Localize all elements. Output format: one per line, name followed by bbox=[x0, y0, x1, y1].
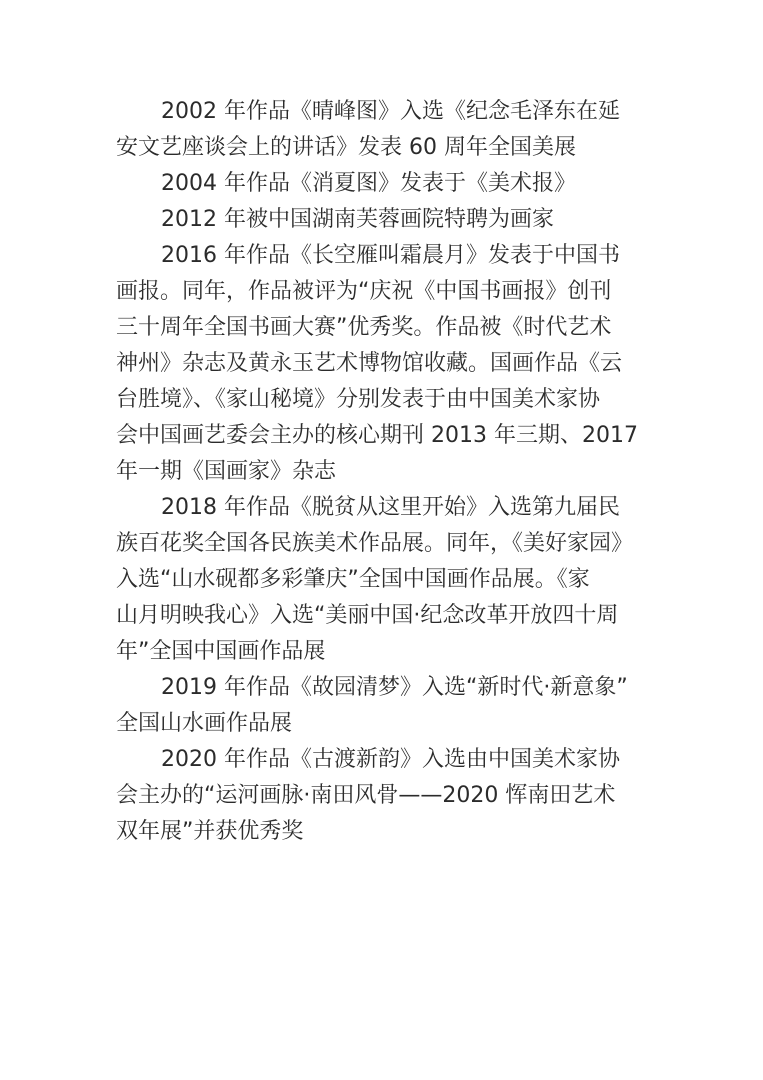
entry-line: 2019 年作品《故园清梦》入选“新时代·新意象” bbox=[161, 675, 628, 700]
entry-line: 2012 年被中国湖南芙蓉画院特聘为画家 bbox=[161, 207, 554, 232]
entry-paragraph bbox=[116, 742, 656, 850]
entry-line: 族百花奖全国各民族美术作品展。同年，《美好家园》 bbox=[116, 531, 634, 556]
entry-line: 2002 年作品《晴峰图》入选《纪念毛泽东在延 bbox=[161, 99, 620, 124]
entry-line: 山月明映我心》入选“美丽中国·纪念改革开放四十周 bbox=[116, 603, 619, 628]
entry-line: 全国山水画作品展 bbox=[116, 711, 293, 736]
entry-line: 2016 年作品《长空雁叫霜晨月》发表于中国书 bbox=[161, 243, 620, 268]
entry-line: 台胜境》、《家山秘境》分别发表于由中国美术家协 bbox=[116, 387, 601, 412]
entry-paragraph bbox=[116, 238, 656, 490]
entry-line: 安文艺座谈会上的讲话》发表 60 周年全国美展 bbox=[116, 135, 576, 160]
entry-line: 三十周年全国书画大赛”优秀奖。作品被《时代艺术 bbox=[116, 315, 612, 340]
entry-list bbox=[116, 94, 656, 850]
entry-line: 入选“山水砚都多彩肇庆”全国中国画作品展。《家 bbox=[116, 567, 590, 592]
entry-line: 画报。同年，作品被评为“庆祝《中国书画报》创刊 bbox=[116, 279, 612, 304]
document-page bbox=[116, 94, 656, 850]
entry-line: 神州》杂志及黄永玉艺术博物馆收藏。国画作品《云 bbox=[116, 351, 623, 376]
entry-line: 2004 年作品《消夏图》发表于《美术报》 bbox=[161, 171, 576, 196]
entry-paragraph bbox=[116, 94, 656, 166]
entry-paragraph bbox=[116, 166, 656, 202]
entry-paragraph bbox=[116, 670, 656, 742]
entry-line: 2020 年作品《古渡新韵》入选由中国美术家协 bbox=[161, 747, 620, 772]
entry-line: 双年展”并获优秀奖 bbox=[116, 819, 304, 844]
entry-line: 会中国画艺委会主办的核心期刊 2013 年三期、2017 bbox=[116, 423, 638, 448]
entry-paragraph bbox=[116, 490, 656, 670]
entry-paragraph bbox=[116, 202, 656, 238]
entry-line: 年”全国中国画作品展 bbox=[116, 639, 326, 664]
entry-line: 会主办的“运河画脉·南田风骨——2020 恽南田艺术 bbox=[116, 783, 616, 808]
entry-line: 年一期《国画家》杂志 bbox=[116, 459, 337, 484]
entry-line: 2018 年作品《脱贫从这里开始》入选第九届民 bbox=[161, 495, 620, 520]
